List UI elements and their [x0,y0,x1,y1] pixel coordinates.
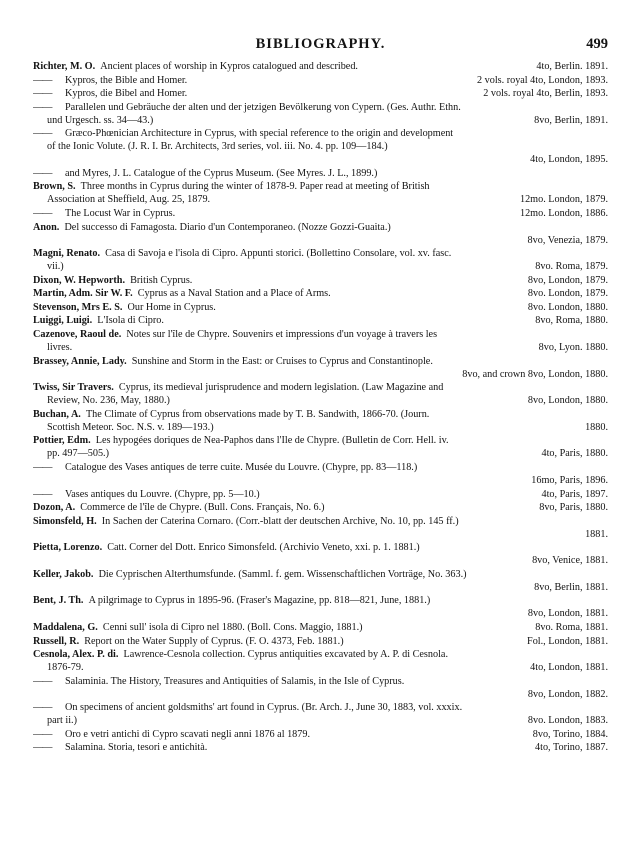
publication-info: 8vo, London, 1879. [527,274,608,286]
bibliography-entry [33,515,608,541]
entry-title: In Sachen der Caterina Cornaro. (Corr.-blatt der deutschen Archive, No. 10, pp. 145 ff.) [101,515,459,527]
entry-line [33,635,608,648]
entry-author: Pottier, Edm. [33,435,91,447]
bibliography-entry [33,461,608,487]
ditto-dash [33,207,61,220]
entry-title: vii.) [47,261,64,273]
ditto-dash [33,87,61,100]
entry-text-wrap [47,714,77,727]
entry-line [33,355,608,368]
entry-title: Les hypogées doriques de Nea-Paphos dans l'Ile de Chypre. (Bulletin de Corr. Hell. iv. [95,435,449,447]
entry-author: Simonsfeld, H. [33,515,97,527]
entry-author: Brassey, Annie, Lady. [33,355,127,367]
publication-info: 8vo, Berlin, 1881. [534,581,608,593]
entry-title: Salaminia. The History, Treasures and Antiquities of Salamis, in the Isle of Cyprus. [65,675,405,687]
publication-info: 8vo, Venezia, 1879. [527,234,608,246]
entry-title: Our Home in Cyprus. [127,301,216,313]
publication-info: Fol., London, 1881. [527,635,608,647]
publication-info: 4to, London, 1881. [530,662,608,674]
bibliography-list [33,60,608,754]
entry-title: Report on the Water Supply of Cyprus. (F. O. 4373, Feb. 1881.) [84,635,344,647]
entry-title: 1876-79. [47,662,84,674]
entry-line [33,167,608,180]
bibliography-entry [33,74,608,87]
entry-title: and Myres, J. L. Catalogue of the Cyprus Museum. (See Myres. J. L., 1899.) [65,167,378,179]
publication-info: 2 vols. royal 4to, London, 1893. [476,74,608,86]
publication-info: 8vo. Roma, 1881. [535,621,608,633]
entry-title: Die Cyprischen Alterthumsfunde. (Samml. f. gem. Wissenschaftlichen Vorträge, No. 363.) [98,568,467,580]
entry-line [33,381,608,394]
entry-line [33,515,608,528]
entry-author: Anon. [33,221,60,233]
entry-title: A pilgrimage to Cyprus in 1895-96. (Fraser's Magazine, pp. 818—821, June, 1881.) [88,595,431,607]
entry-text-wrap [33,207,175,220]
bibliography-entry [33,501,608,514]
entry-author: Maddalena, G. [33,621,98,633]
ditto-dash [33,74,61,87]
entry-title: und Urgesch. ss. 34—43.) [47,114,154,126]
ditto-dash [33,728,61,741]
entry-line [33,661,608,674]
entry-line [33,461,608,474]
publication-info: 8vo, London, 1881. [527,608,608,620]
bibliography-entry [33,127,608,166]
entry-line [33,741,608,754]
entry-text-wrap [47,421,214,434]
entry-text-wrap [33,501,325,514]
publication-info: 8vo, Torino, 1884. [532,728,608,740]
entry-title: Oro e vetri antichi di Cypro scavati negli anni 1876 al 1879. [65,728,311,740]
entry-author: Cesnola, Alex. P. di. [33,649,119,661]
entry-title: Sunshine and Storm in the East: or Cruises to Cyprus and Constantinople. [131,355,433,367]
entry-line [33,247,608,260]
entry-line [33,714,608,727]
entry-author: Twiss, Sir Travers. [33,382,114,394]
entry-text-wrap [47,661,84,674]
running-header [33,30,608,60]
bibliography-entry [33,301,608,314]
entry-text-wrap [47,341,72,354]
bibliography-entry [33,355,608,381]
entry-line [33,287,608,300]
publication-info: 8vo, Venice, 1881. [532,555,608,567]
entry-line [33,434,608,447]
ditto-dash [33,101,61,114]
bibliography-entry [33,60,608,73]
entry-title: Ancient places of worship in Kypros catalogued and described. [100,61,358,72]
publication-info: 2 vols. royal 4to, Berlin, 1893. [483,88,608,100]
entry-title: Græco-Phœnician Architecture in Cyprus, with special reference to the origin and development [65,128,454,140]
bibliography-entry [33,167,608,180]
entry-title: On specimens of ancient goldsmiths' art found in Cyprus. (Br. Arch. J., June 30, 1883, vol. xxxix. [65,702,463,714]
publication-info: 4to, Berlin. 1891. [536,61,608,72]
entry-author: Bent, J. Th. [33,595,84,607]
entry-text-wrap [33,274,192,287]
bibliography-entry [33,488,608,501]
entry-line [33,274,608,287]
publication-info: 1880. [585,421,608,433]
entry-title: Scottish Meteor. Soc. N.S. v. 189—193.) [47,421,214,433]
publication-info: 4to, Torino, 1887. [535,742,608,754]
bibliography-entry [33,247,608,273]
entry-line [33,260,608,273]
entry-line [33,488,608,501]
bibliography-entry [33,541,608,567]
bibliography-entry [33,207,608,220]
entry-title: livres. [47,341,73,353]
entry-text-wrap [47,114,153,127]
entry-line [33,221,608,234]
entry-author: Brown, S. [33,181,76,193]
entry-author: Keller, Jakob. [33,568,94,580]
entry-author: Buchan, A. [33,408,81,420]
entry-text-wrap [33,74,187,87]
publication-info: 12mo. London, 1886. [519,208,608,220]
entry-text-wrap [33,488,260,501]
publication-info: 4to, Paris, 1880. [541,448,608,460]
bibliography-entry [33,287,608,300]
entry-author: Pietta, Lorenzo. [33,542,103,554]
entry-title: Catt. Corner del Dott. Enrico Simonsfeld. (Archivio Veneto, xxi. p. 1. 1881.) [107,542,420,554]
publication-info: 8vo, London, 1882. [527,688,608,700]
bibliography-entry [33,568,608,594]
entry-title: L'Isola di Cipro. [97,315,164,327]
entry-author: Cazenove, Raoul de. [33,328,122,340]
bibliography-entry [33,675,608,701]
entry-line [33,541,608,554]
entry-text-wrap [33,301,216,314]
entry-line [33,328,608,341]
entry-text-wrap [33,87,187,100]
entry-title: Association at Sheffield, Aug. 25, 1879. [47,194,211,206]
entry-text-wrap [33,741,207,754]
entry-title: Notes sur l'île de Chypre. Souvenirs et impressions d'un voyage à travers les [126,328,438,340]
ditto-dash [33,675,61,688]
entry-text-wrap [33,60,358,73]
entry-line [33,60,608,73]
ditto-dash [33,488,61,501]
bibliography-entry [33,408,608,434]
entry-text-wrap [33,314,164,327]
bibliography-entry [33,101,608,127]
entry-title: Salamina. Storia, tesori e antichità. [65,742,208,754]
ditto-dash [33,461,61,474]
publication-info: 8vo. London, 1883. [527,715,608,727]
publication-info: 4to, London, 1895. [530,154,608,166]
entry-title: Cyprus, its medieval jurisprudence and modern legislation. (Law Magazine and [118,382,444,394]
entry-text-wrap [47,394,170,407]
running-title: BIBLIOGRAPHY. [255,36,386,52]
entry-title: Review, No. 236, May, 1880.) [47,395,170,407]
entry-line [33,140,608,153]
bibliography-entry [33,180,608,206]
entry-line [33,314,608,327]
entry-title: pp. 497—505.) [47,448,109,460]
entry-line [33,207,608,220]
bibliography-entry [33,314,608,327]
entry-title: Casa di Savoja e l'isola di Cipro. Appunti storici. (Bollettino Consolare, vol. xv. fasc. [105,248,452,260]
entry-author: Stevenson, Mrs E. S. [33,301,123,313]
bibliography-entry [33,621,608,634]
entry-line [33,447,608,460]
publication-info: 12mo. London, 1879. [519,194,608,206]
entry-line [33,408,608,421]
publication-info: 8vo, London, 1880. [527,395,608,407]
ditto-dash [33,741,61,754]
entry-author: Dozon, A. [33,502,76,514]
entry-text-wrap [47,447,109,460]
ditto-dash [33,127,61,140]
entry-title: Cenni sull' isola di Cipro nel 1880. (Boll. Cons. Maggio, 1881.) [102,621,363,633]
publication-info: 1881. [585,528,608,540]
entry-line [33,74,608,87]
entry-line [33,114,608,127]
entry-line [33,621,608,634]
bibliography-entry [33,594,608,620]
entry-line [33,568,608,581]
publication-info: 8vo, Paris, 1880. [539,502,608,514]
publication-info: 8vo, Roma, 1880. [535,315,608,327]
entry-line [33,301,608,314]
bibliography-entry [33,274,608,287]
entry-line [33,701,608,714]
entry-title: part ii.) [47,715,77,727]
entry-title: The Climate of Cyprus from observations made by T. B. Sandwith, 1866-70. (Journ. [85,408,430,420]
entry-line [33,594,608,607]
entry-text-wrap [33,621,363,634]
entry-line [33,675,608,688]
bibliography-entry [33,328,608,354]
publication-info: 8vo. London, 1880. [527,301,608,313]
bibliography-entry [33,221,608,247]
page-number: 499 [586,36,608,52]
entry-line [33,501,608,514]
entry-author: Dixon, W. Hepworth. [33,274,125,286]
entry-title: Commerce de l'île de Chypre. (Bull. Cons. Français, No. 6.) [80,502,325,514]
entry-title: The Locust War in Cyprus. [65,208,176,220]
entry-title: Parallelen und Gebräuche der alten und der jetzigen Bevölkerung von Cypern. (Ges. Authr. Ethn. [65,101,461,113]
bibliography-entry [33,648,608,674]
entry-line [33,421,608,434]
bibliography-entry [33,381,608,407]
entry-line [33,180,608,193]
entry-title: Kypros, die Bibel and Homer. [65,88,188,100]
bibliography-entry [33,434,608,460]
publication-info: 4to, Paris, 1897. [541,488,608,500]
entry-title: Kypros, the Bible and Homer. [65,74,188,86]
entry-text-wrap [33,635,344,648]
publication-info: 8vo, Lyon. 1880. [538,341,608,353]
entry-author: Richter, M. O. [33,61,96,72]
entry-author: Luiggi, Luigi. [33,315,93,327]
entry-author: Magni, Renato. [33,248,101,260]
entry-line [33,341,608,354]
entry-author: Martin, Adm. Sir W. F. [33,288,133,300]
entry-title: British Cyprus. [130,274,193,286]
ditto-dash [33,167,61,180]
bibliography-entry [33,635,608,648]
entry-title: of the Ionic Volute. (J. R. I. Br. Architects, 3rd series, vol. iii. No. 4. pp. 109—184.) [47,141,388,153]
entry-line [33,101,608,114]
publication-info: 8vo, Berlin, 1891. [534,114,608,126]
entry-title: Catalogue des Vases antiques de terre cuite. Musée du Louvre. (Chypre, pp. 83—118.) [65,461,418,473]
entry-text-wrap [33,728,310,741]
ditto-dash [33,701,61,714]
bibliography-entry [33,728,608,741]
entry-title: Lawrence-Cesnola collection. Cyprus antiquities excavated by A. P. di Cesnola. [123,649,448,661]
entry-line [33,87,608,100]
entry-line [33,648,608,661]
entry-title: Three months in Cyprus during the winter of 1878-9. Paper read at meeting of British [80,181,430,193]
bibliography-entry [33,87,608,100]
entry-line [33,193,608,206]
publication-info: 16mo, Paris, 1896. [531,474,608,486]
entry-title: Vases antiques du Louvre. (Chypre, pp. 5—10.) [65,488,260,500]
entry-text-wrap [47,260,64,273]
publication-info: 8vo. London, 1879. [527,288,608,300]
entry-text-wrap [47,193,210,206]
bibliography-entry [33,741,608,754]
entry-line [33,127,608,140]
bibliography-entry [33,701,608,727]
entry-title: Del successo di Famagosta. Diario d'un Contemporaneo. (Nozze Gozzi-Guaita.) [64,221,391,233]
publication-info: 8vo. Roma, 1879. [535,261,608,273]
entry-line [33,728,608,741]
publication-info: 8vo, and crown 8vo, London, 1880. [462,368,608,380]
entry-title: Cyprus as a Naval Station and a Place of Arms. [137,288,331,300]
entry-line [33,394,608,407]
entry-author: Russell, R. [33,635,80,647]
entry-text-wrap [33,287,331,300]
